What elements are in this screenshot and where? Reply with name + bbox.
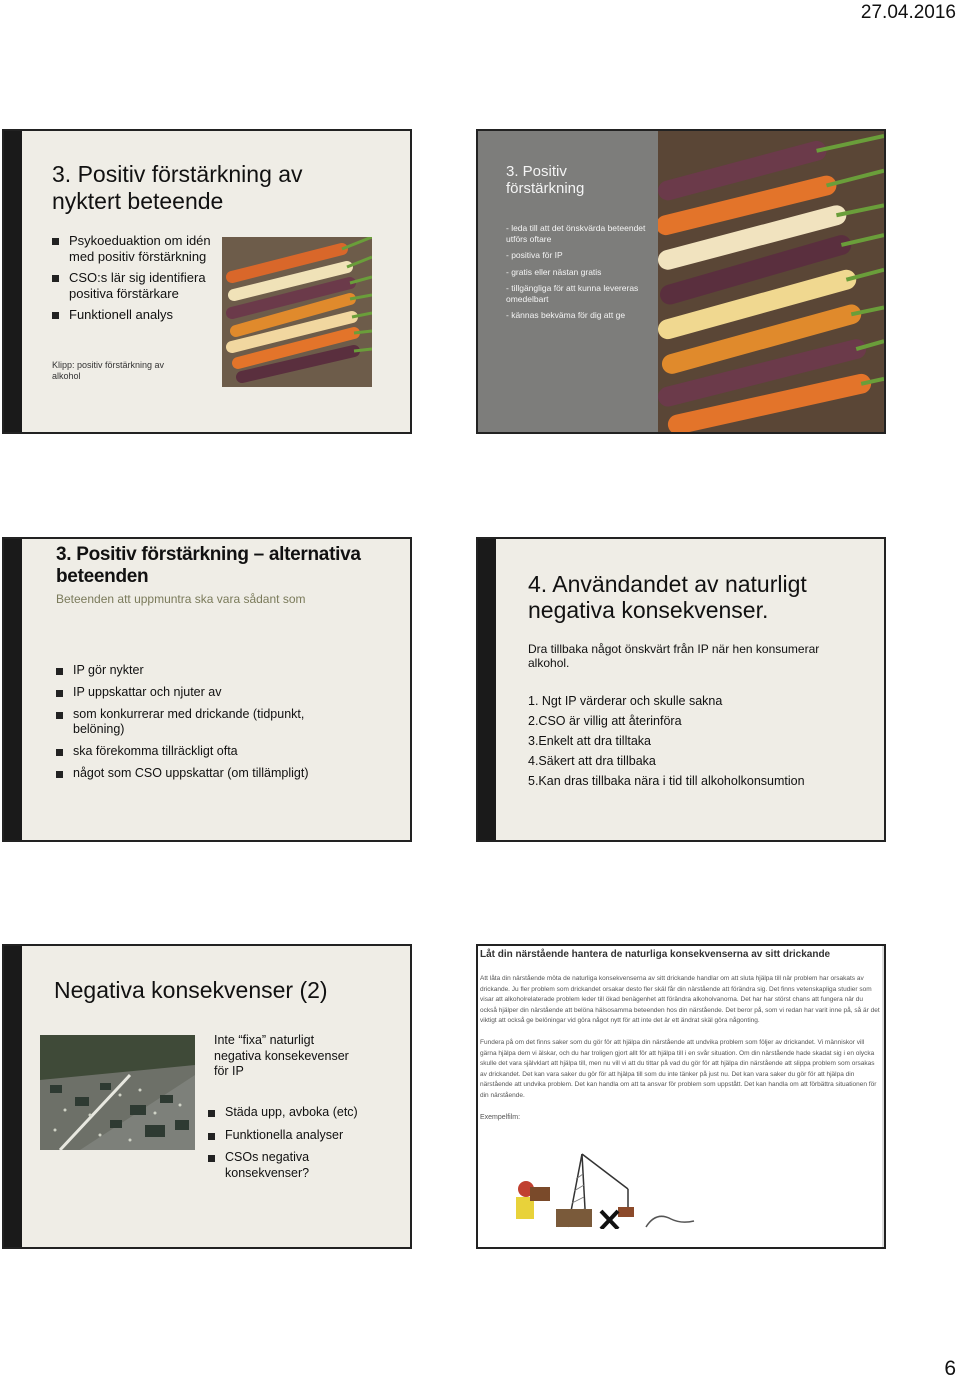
slide-positive-reinforcement-sober bbox=[2, 129, 412, 434]
slide-subtitle: Beteenden att uppmuntra ska vara sådant som bbox=[56, 592, 306, 606]
criteria-list bbox=[506, 223, 646, 327]
slide-title: 3. Positiv förstärkning – alternativa beteenden bbox=[56, 544, 361, 587]
bullet-item: Funktionell analys bbox=[52, 307, 212, 323]
crane-cartoon bbox=[496, 1149, 696, 1229]
webpage-paragraph: Att låta din närstående möta de naturliga konsekvenserna av sitt drickande handlar om att sluta hjälpa till när problem har orsakats av drickande. Ju fler problem som drickandet orsakar desto fler skäl får din närstående att förändra sig. Det finns vetenskapliga studier som visar att alkoholrelaterade problem leder till ökad benägenhet att förändra alkoholvanorna. Det har har störst chans att fungera när du också hjälper din närstående att belöna hälsosamma beteenden hos din närstående. Det beror på, som vi redan har varit inne på, så är det viktigt att också ge belöningar vid göra något nytt för att inte det är ett ändrat skäl göra någonting. bbox=[480, 975, 880, 1024]
carrots-photo bbox=[222, 237, 372, 387]
list-item: 5.Kan dras tillbaka nära i tid till alkoholkonsumtion bbox=[528, 774, 805, 788]
bullet-item: Psykoeduaktion om idén med positiv förstärkning bbox=[52, 233, 212, 264]
bullet-item: CSO:s lär sig identifiera positiva förstärkare bbox=[52, 270, 212, 301]
slide-title: 4. Användandet av naturligt negativa konsekvenser. bbox=[528, 571, 807, 623]
list-item: 4.Säkert att dra tillbaka bbox=[528, 754, 656, 768]
slide-reinforcement-criteria bbox=[476, 129, 886, 434]
scroll-edge bbox=[882, 946, 884, 1247]
criteria-item: - tillgängliga för att kunna levereras omedelbart bbox=[506, 283, 639, 304]
criteria-item: - positiva för IP bbox=[506, 250, 563, 260]
slide-title: 3. Positiv förstärkning bbox=[506, 163, 585, 197]
bullet-item: CSOs negativa konsekvenser? bbox=[208, 1150, 388, 1181]
bullet-item: ska förekomma tillräckligt ofta bbox=[56, 744, 326, 759]
slide-left-bar bbox=[478, 539, 496, 840]
bullet-item: något som CSO uppskattar (om tillämpligt) bbox=[56, 766, 326, 781]
grey-panel bbox=[478, 131, 658, 432]
print-date: 27.04.2016 bbox=[860, 2, 956, 23]
bullet-list bbox=[52, 233, 212, 329]
bullet-item: IP uppskattar och njuter av bbox=[56, 685, 326, 700]
slide-left-bar bbox=[4, 131, 22, 432]
slide-natural-negative-consequences bbox=[476, 537, 886, 842]
carrots-photo-large bbox=[658, 131, 884, 433]
criteria-item: - kännas bekväma för dig att ge bbox=[506, 310, 626, 320]
slide-title: 3. Positiv förstärkning av nyktert beteende bbox=[52, 161, 303, 214]
bullet-list bbox=[208, 1105, 388, 1188]
clip-note: Klipp: positiv förstärkning av alkohol bbox=[52, 360, 165, 381]
slide-title: Negativa konsekvenser (2) bbox=[54, 977, 328, 1003]
bullet-list bbox=[56, 663, 326, 788]
bullet-item: Städa upp, avboka (etc) bbox=[208, 1105, 388, 1121]
webpage-content bbox=[478, 946, 886, 1231]
example-film-label: Exempelfilm: bbox=[480, 1114, 521, 1121]
webpage-paragraph: Fundera på om det finns saker som du gör för att hjälpa din närstående att undvika problem som följer av drickandet. Vi människor vill gärna hjälpa dem vi älskar, och du har troligen gjort allt för att hjälpa till i en svår situation. Om din närstående hade skadat sig i en olycka skulle det vara självklart att hjälpa till, men nu vill vi att du tittar på vad du gör för att hjälpa din närstående att slippa problem som orsakas av drickandet. Det kan vara saker du gör för att hjälpa till som du inte tänker på just nu. Det kan vara saker du gör för att hjälpa din närstående att undvika problem. Det kan handla om att ta ansvar för problem som uppstått. Det kan handla om att förbättra situationen för din närstående. bbox=[480, 1039, 877, 1099]
slide-lead: Dra tillbaka något önskvärt från IP när hen konsumerar alkohol. bbox=[528, 642, 820, 670]
list-item: 3.Enkelt att dra tilltaka bbox=[528, 734, 651, 748]
slide-left-bar bbox=[4, 946, 22, 1247]
webpage-heading: Låt din närstående hantera de naturliga konsekvenserna av sitt drickande bbox=[480, 949, 831, 960]
bullet-item: Funktionella analyser bbox=[208, 1128, 388, 1144]
criteria-item: - leda till att det önskvärda beteendet utförs oftare bbox=[506, 223, 646, 244]
list-item: 2.CSO är villig att återinföra bbox=[528, 714, 682, 728]
slide-lead: Inte “fixa” naturligt negativa konsekevenser för IP bbox=[214, 1033, 349, 1078]
bullet-item: som konkurrerar med drickande (tidpunkt, belöning) bbox=[56, 707, 326, 737]
page-number: 6 bbox=[944, 1357, 956, 1380]
slide-left-bar bbox=[4, 539, 22, 840]
numbered-list bbox=[528, 694, 878, 794]
list-item: 1. Ngt IP värderar och skulle sakna bbox=[528, 694, 723, 708]
slide-negative-consequences-2 bbox=[2, 944, 412, 1249]
slide-alternative-behaviors bbox=[2, 537, 412, 842]
criteria-item: - gratis eller nästan gratis bbox=[506, 266, 602, 277]
bullet-item: IP gör nykter bbox=[56, 663, 326, 678]
crashed-bottles-road-photo bbox=[40, 1035, 195, 1150]
slide-webpage-screenshot bbox=[476, 944, 886, 1249]
